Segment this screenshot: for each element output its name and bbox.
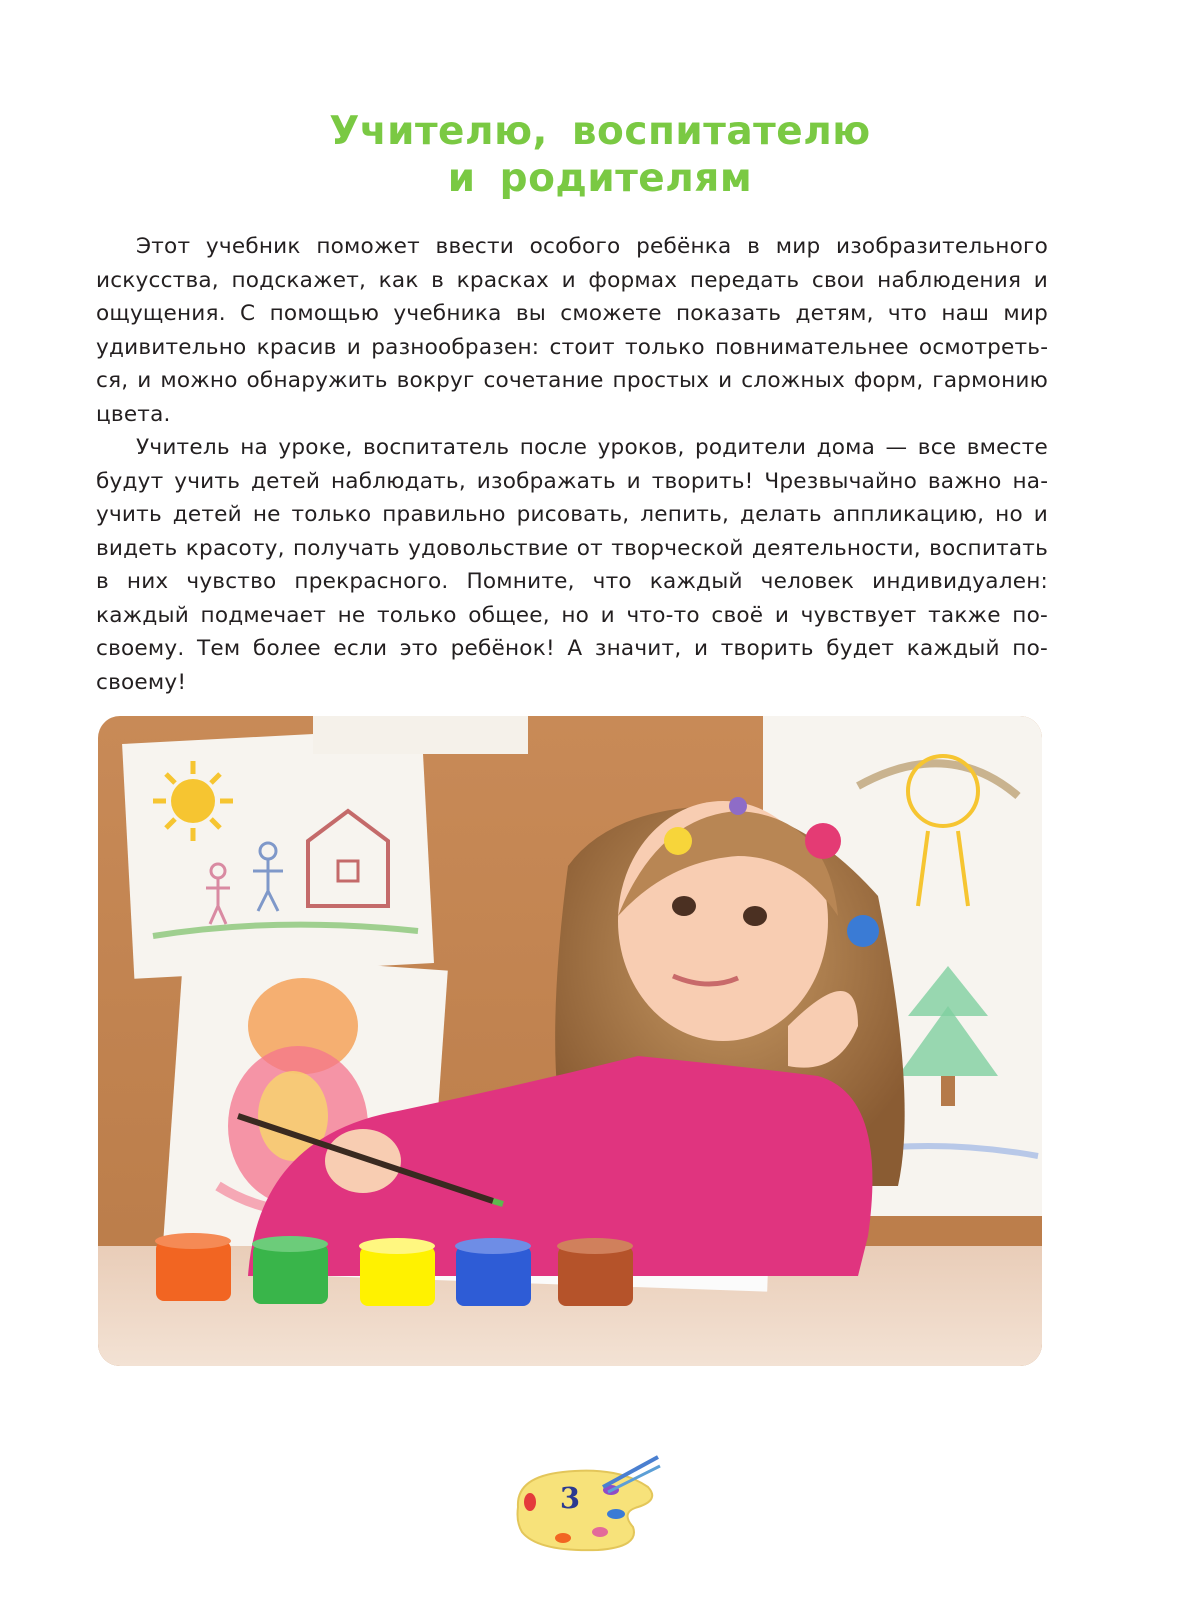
paragraph-1: Этот учебник поможет ввести особого ребёнка в мир изобразительного искусства, подскажет, как в красках и формах передать свои наблюдения и ощущения. С помощью учебника вы сможете показать детям, что наш мир удивительно красив и разнообразен: стоит только повнимательнее осмотреться, и можно обнаружить вокруг сочетание простых и сложных форм, гармонию цвета. (96, 234, 1048, 427)
page-title-line-2: и родителям (447, 156, 753, 201)
paint-jar-green (252, 1236, 328, 1304)
pinned-note (313, 716, 528, 754)
palette-icon (508, 1452, 670, 1562)
paint-jars (155, 1233, 633, 1306)
paint-jar-yellow (359, 1238, 435, 1306)
child-drawing-house (122, 728, 434, 978)
page-number-badge (508, 1452, 670, 1562)
paint-jar-blue (455, 1238, 531, 1306)
page-title-line-1: Учителю, воспитателю (329, 109, 871, 154)
page-number: 3 (559, 1481, 581, 1515)
page-title (0, 108, 1200, 202)
body-text (96, 230, 1048, 699)
paint-jar-brown (557, 1238, 633, 1306)
paragraph-2: Учитель на уроке, воспитатель после уроков, родители дома — все вместе будут учить детей наблюдать, изображать и творить! Чрезвычайно важно научить детей не только правильно рисовать, лепить, делать аппликацию, но и видеть красоту, получать удовольствие от творческой деятельности, воспитать в них чувство прекрасного. Помните, что каждый человек индивидуален: каждый подмечает не только общее, но и что-то своё и чувствует также по-своему. Тем более если это ребёнок! А значит, и творить будет каждый по-своему! (96, 435, 1048, 695)
photo-girl-painting (98, 716, 1042, 1366)
paint-jar-orange (155, 1233, 231, 1301)
photo-illustration (98, 716, 1042, 1366)
